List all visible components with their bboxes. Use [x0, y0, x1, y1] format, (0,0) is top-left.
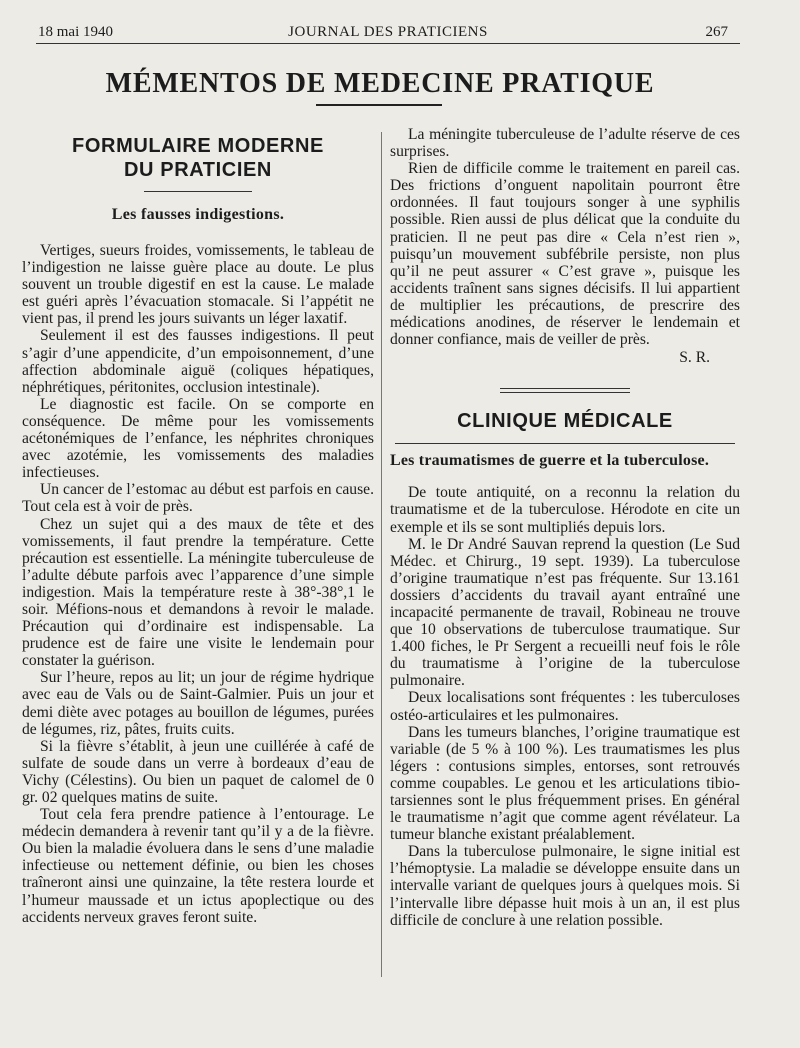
column-divider — [381, 132, 382, 977]
paragraph: Tout cela fera prendre patience à l’entourage. Le médecin demandera à revenir tant qu’il y a de la fièvre. Ou bien la maladie évoluera dans le sens d’une maladie infectieuse ou nettement définie, ou bien les choses traîneront ainsi une quinzaine, la tête restera lourde et l’humeur maussade et un ictus apoplectique ou des accidents nerveux graves feront suite. — [22, 806, 374, 926]
paragraph: La méningite tuberculeuse de l’adulte réserve de ces surprises. — [390, 126, 740, 161]
section-title-line-1: FORMULAIRE MODERNE — [72, 135, 324, 157]
section-rule — [144, 191, 252, 192]
header-rule — [36, 43, 740, 44]
paragraph: Sur l’heure, repos au lit; un jour de régime hydrique avec eau de Vals ou de Saint-Galmier. Puis un jour et demi diète avec potages au bouillon de légumes, purées de légumes, riz, pâtes, fruits cuits. — [22, 669, 374, 738]
article-subtitle: Les traumatismes de guerre et la tuberculose. — [390, 452, 710, 470]
paragraph: M. le Dr André Sauvan reprend la question (Le Sud Médec. et Chirurg., 19 sept. 1939). La tuberculose d’origine traumatique n’est pas fréquente. Sur 13.161 dossiers d’accidents du travail ayant entraîné une incapacité permanente de travail, Robineau ne trouve que 10 observations de tuberculose traumatique. Sur 1.400 fiches, le Pr Sergent a recueilli neuf fois le rôle du traumatisme à l’origine de la tuberculose pulmonaire. — [390, 535, 740, 690]
paragraph: Le diagnostic est facile. On se comporte en conséquence. De même pour les vomissements acétonémiques de l’enfance, les néphrites chroniques avec azotémie, les vomissements des maladies infectieuses. — [22, 395, 374, 482]
section-title-line-2: DU PRATICIEN — [124, 159, 272, 181]
paragraph: Chez un sujet qui a des maux de tête et des vomissements, il faut prendre la température. Cette précaution est essentielle. La méningite tuberculeuse de l’adulte débute parfois avec l’apparence d’une simple indigestion. Mais la température reste à 38°-38°,1 le soir. Méfions-nous et demandons à revoir le malade. Précaution qui d’ordinaire est indispensable. La prudence est de faire une visite le lendemain pour constater la guérison. — [22, 515, 374, 670]
left-column — [22, 126, 374, 926]
issue-date: 18 mai 1940 — [38, 24, 113, 40]
title-rule — [316, 104, 442, 106]
right-column — [390, 126, 740, 929]
journal-name: JOURNAL DES PRATICIENS — [288, 24, 488, 40]
paragraph: Dans les tumeurs blanches, l’origine traumatique est variable (de 5 % à 100 %). Les traumatismes les plus légers : contusions simples, entorses, sont retrouvés comme coupables. Le genou et les articulations tibio-tarsiennes sont le plus fréquemment prises. En général le traumatisme n’agit que comme agent révélateur. La tumeur blanche existant préalablement. — [390, 723, 740, 844]
article-subtitle: Les fausses indigestions. — [111, 206, 285, 223]
section-title-clinique: CLINIQUE MÉDICALE — [457, 410, 673, 433]
section-title-formulaire — [22, 134, 374, 182]
section-separator — [500, 388, 630, 393]
section-rule — [395, 443, 735, 444]
signature: S. R. — [679, 349, 710, 367]
paragraph: Deux localisations sont fréquentes : les tuberculoses ostéo-articulaires et les pulmonaires. — [390, 689, 740, 724]
paragraph: Dans la tuberculose pulmonaire, le signe initial est l’hémoptysie. La maladie se développe ensuite dans un intervalle variant de quelques jours à quelques mois. Si l’intervalle libre dépasse huit mois à un an, il est plus difficile de conclure à une relation possible. — [390, 843, 740, 929]
paragraph: Vertiges, sueurs froides, vomissements, le tableau de l’indigestion ne laisse guère place au doute. Le plus souvent un trouble digestif en est la cause. Le malade est guéri après l’évacuation stomacale. Si l’appétit ne vient pas, il prend les jours suivants un léger laxatif. — [22, 242, 374, 328]
page-header — [38, 22, 738, 42]
paragraph: Rien de difficile comme le traitement en pareil cas. Des frictions d’onguent napolitain pourront être ordonnées. Il faut toujours songer à une syphilis possible. Rien aussi de plus délicat que la conduite du praticien. Il ne peut pas dire « Cela n’est rien », puisqu’un mouvement subfébrile persiste, non plus qu’il ne peut assurer « C’est grave », puisque les accidents traînent sans signes décisifs. Il lui appartient de multiplier les précautions, de prescrire des médications anodines, de réserver le lendemain et donner confiance, mais de veiller de près. — [390, 160, 740, 349]
page-number: 267 — [705, 24, 728, 40]
paragraph: Un cancer de l’estomac au début est parfois en cause. Tout cela est à voir de près. — [22, 481, 374, 516]
paragraph: Seulement il est des fausses indigestions. Il peut s’agir d’une appendicite, d’un empoisonnement, d’une affection abdominale aiguë (coliques hépatiques, néphrétiques, péritonites, occlusion intestinale). — [22, 327, 374, 396]
paragraph: Si la fièvre s’établit, à jeun une cuillérée à café de sulfate de soude dans un verre à bordeaux d’eau de Vichy (Célestins). Ou bien un paquet de calomel de 0 gr. 02 quelques matins de suite. — [22, 737, 374, 806]
paragraph: De toute antiquité, on a reconnu la relation du traumatisme et de la tuberculose. Hérodote en cite un exemple et ils se sont multipliés depuis lors. — [390, 484, 740, 536]
main-title: MÉMENTOS DE MEDECINE PRATIQUE — [105, 68, 655, 99]
